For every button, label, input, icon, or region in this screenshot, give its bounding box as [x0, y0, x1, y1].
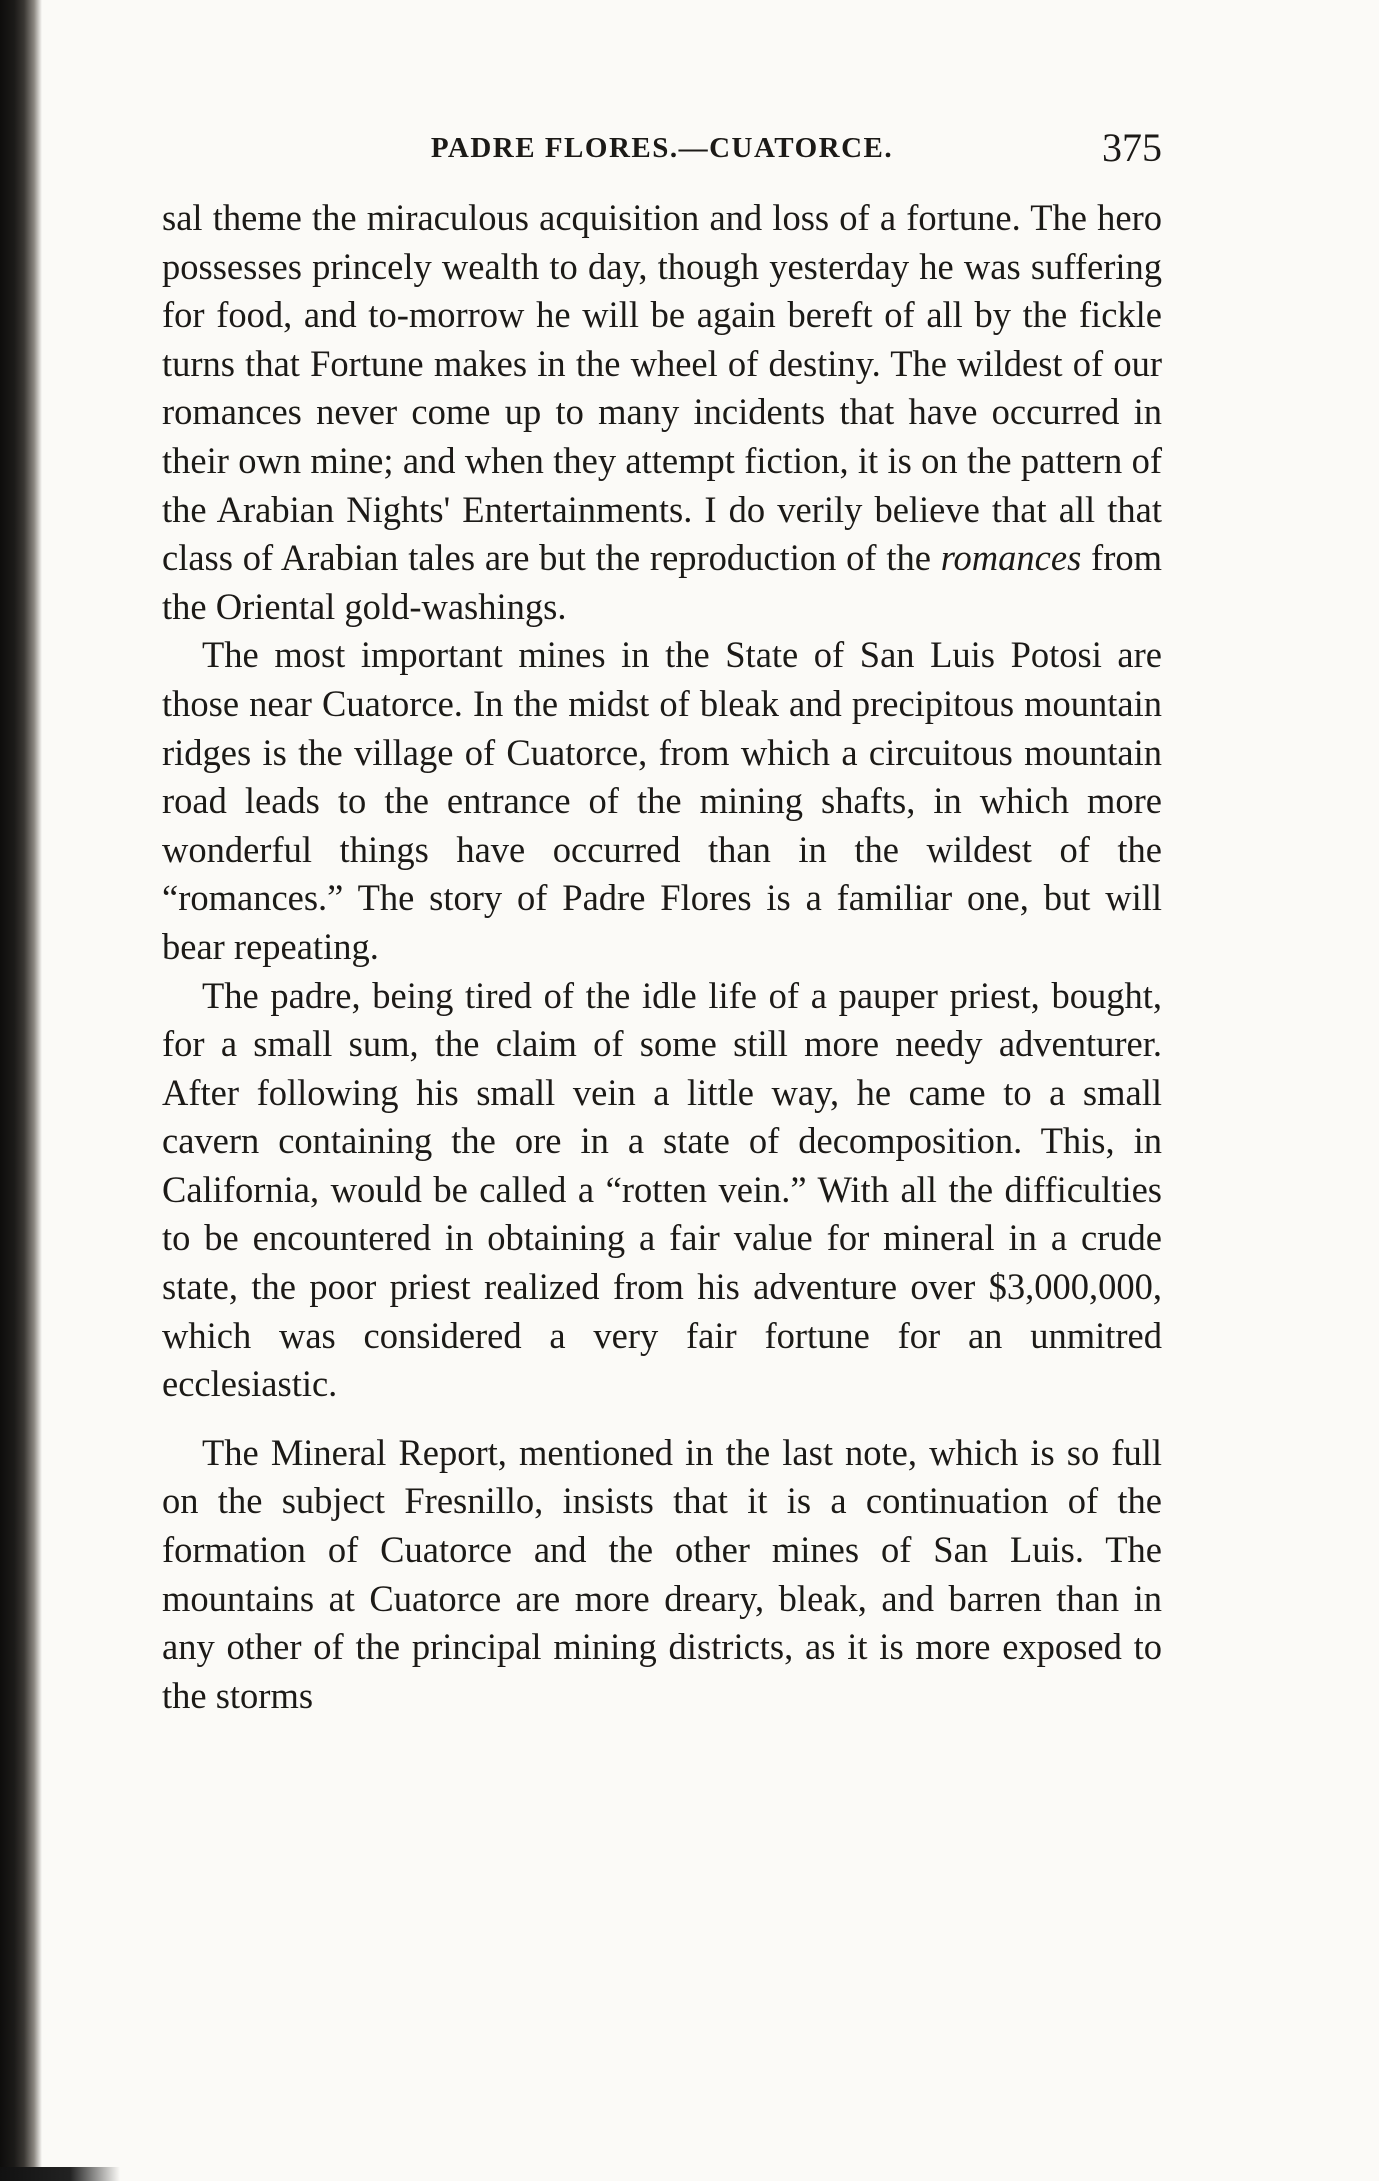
paragraph-1-text-before: sal theme the miraculous acquisition and loss of a fortune. The hero possesses princely wealth to day, though yesterday he was suffering for food, and to-morrow he will be again bereft of all by the fickle turns that Fortune makes in the wheel of destiny. The wildest of our romances never come up to many incidents that have occurred in their own mine; and when they attempt fiction, it is on the pattern of the Arabian Nights' Entertainments. I do verily believe that all that class of Arabian tales are but the reproduction of the	[162, 197, 1162, 579]
book-gutter-shadow	[0, 0, 42, 2181]
running-title: PADRE FLORES.—CUATORCE.	[430, 132, 894, 164]
book-page	[162, 124, 1162, 1720]
page-number: 375	[1102, 125, 1162, 170]
paragraph-padre-flores: The padre, being tired of the idle life of a pauper priest, bought, for a small sum, the claim of some still more needy adventurer. After following his small vein a little way, he came to a small cavern containing the ore in a state of decomposition. This, in California, would be called a “rotten vein.” With all the difficulties to be encountered in obtaining a fair value for mineral in a crude state, the poor priest realized from his adventure over $3,000,000, which was considered a very fair fortune for an unmitred ecclesiastic.	[162, 974, 1162, 1405]
running-header	[162, 124, 1162, 184]
paragraph-1-emphasis: romances	[940, 537, 1082, 579]
paragraph-continuation	[162, 194, 1162, 631]
book-gutter-bottom-edge	[0, 2167, 120, 2181]
paragraph-cuatorce-mines: The most important mines in the State of San Luis Potosi are those near Cuatorce. In the midst of bleak and precipitous mountain ridges is the village of Cuatorce, from which a circuitous mountain road leads to the entrance of the mining shafts, in which more wonderful things have occurred than in the wildest of the “romances.” The story of Padre Flores is a familiar one, but will bear repeating.	[162, 634, 1162, 967]
paragraph-1-text-after: from the Oriental gold-washings.	[162, 537, 1162, 627]
paragraph-mineral-report: The Mineral Report, mentioned in the last note, which is so full on the subject Fresnillo, insists that it is a continuation of the formation of Cuatorce and the other mines of San Luis. The mountains at Cuatorce are more dreary, bleak, and barren than in any other of the principal mining districts, as it is more exposed to the storms	[162, 1431, 1162, 1716]
